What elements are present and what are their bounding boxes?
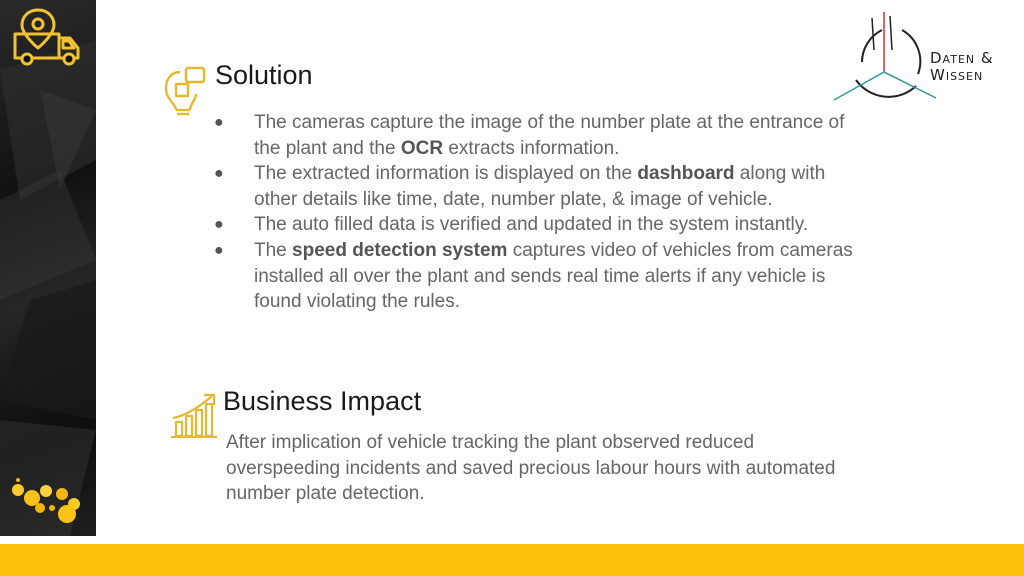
logo-line-2: Wissen [930,66,984,84]
impact-paragraph: After implication of vehicle tracking the plant observed reduced overspeeding incidents and saved precious labour hours with automated number plate detection. [226,432,836,505]
footer-accent-bar [0,544,1024,576]
impact-heading: Business Impact [223,386,422,416]
solution-heading: Solution [215,60,313,90]
logo-line-1: Daten & [930,49,994,67]
solution-bullet: ● The speed detection system captures video of vehicles from cameras installed all over the plant and sends real time alerts if any vehicle is found violating the rules. [214,238,864,315]
solution-bullet: ● The cameras capture the image of the number plate at the entrance of the plant and the OCR extracts information. [214,110,864,161]
solution-bullet: ● The extracted information is displayed on the dashboard along with other details like time, date, number plate, & image of vehicle. [214,161,864,212]
faceted-texture [0,0,96,536]
solution-bullet: ● The auto filled data is verified and updated in the system instantly. [214,212,864,238]
solution-bullet-list [214,110,864,315]
left-decorative-panel [0,0,96,536]
decorative-dots [10,478,90,524]
growth-chart-icon [170,392,218,438]
company-logo-text [930,50,994,84]
truck-location-icon [12,8,82,66]
lightbulb-puzzle-icon [162,66,208,118]
